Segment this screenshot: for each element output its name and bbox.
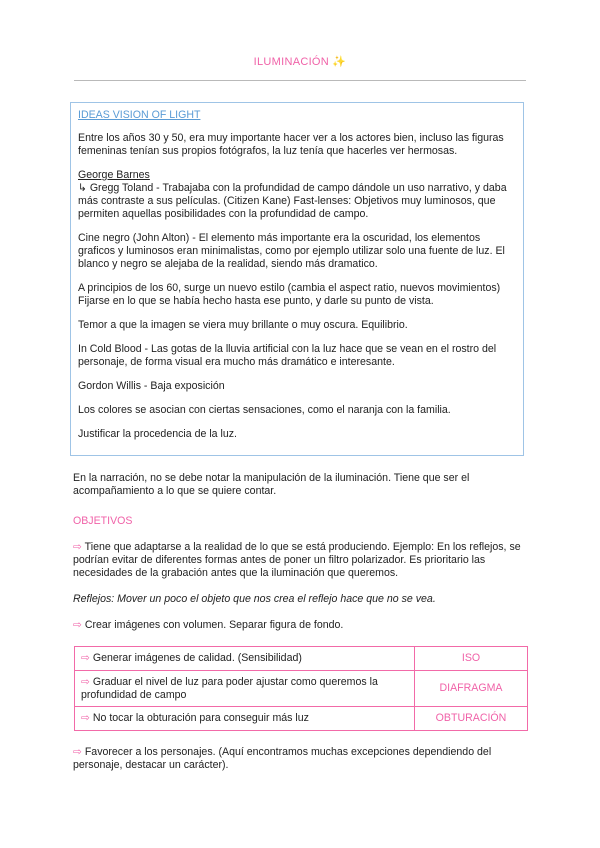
row-text: Generar imágenes de calidad. (Sensibilidad) <box>89 652 302 664</box>
table-cell-text <box>75 707 415 731</box>
box-george-block <box>78 169 516 221</box>
reflejos-note: Reflejos: Mover un poco el objeto que nos crea el reflejo hace que no se vea. <box>73 593 436 605</box>
arrow-icon: ⇨ <box>81 675 90 688</box>
camera-settings-table <box>74 646 528 731</box>
objetivo-last-text: Favorecer a los personajes. (Aquí encontramos muchas excepciones dependiendo del personaje, destacar un carácter). <box>73 746 492 771</box>
box-paragraph-temor: Temor a que la imagen se viera muy brillante o muy oscura. Equilibrio. <box>78 319 408 331</box>
box-paragraph-justificar: Justificar la procedencia de la luz. <box>78 428 237 440</box>
narracion-paragraph: En la narración, no se debe notar la manipulación de la iluminación. Tiene que ser el acompañamiento a lo que se quiere contar. <box>73 472 470 497</box>
objetivo-2 <box>73 619 531 632</box>
objetivo-last <box>73 746 531 772</box>
table-cell-text <box>75 671 415 707</box>
table-cell-tag: ISO <box>415 647 528 671</box>
box-paragraph-intro: Entre los años 30 y 50, era muy importante hacer ver a los actores bien, incluso las figuras femeninas tenían sus propios fotógrafos, la luz tenía que hacerles ver hermosas. <box>78 132 504 157</box>
box-paragraph-noir: Cine negro (John Alton) - El elemento más importante era la oscuridad, los elementos graficos y luminosos eran minimalistas, como por ejemplo utilizar solo una fuente de luz. El blanco y negro se alejaba de la realidad, siendo más dramatico. <box>78 232 505 270</box>
box-heading: IDEAS VISION OF LIGHT <box>78 109 201 121</box>
table-cell-tag: DIAFRAGMA <box>415 671 528 707</box>
objetivos-heading: OBJETIVOS <box>73 515 133 527</box>
title-divider <box>74 80 526 81</box>
table-row <box>75 647 528 671</box>
arrow-icon: ⇨ <box>81 712 90 724</box>
table-cell-text <box>75 647 415 671</box>
arrow-icon: ⇨ <box>81 652 90 664</box>
row-text: Graduar el nivel de luz para poder ajustar como queremos la profundidad de campo <box>81 675 378 701</box>
table-row <box>75 707 528 731</box>
ideas-box <box>70 102 524 456</box>
box-paragraph-colores: Los colores se asocian con ciertas sensaciones, como el naranja con la familia. <box>78 404 451 416</box>
arrow-icon: ⇨ <box>73 541 82 553</box>
arrow-icon: ⇨ <box>73 619 82 631</box>
george-barnes-title: George Barnes <box>78 169 150 181</box>
row-text: No tocar la obturación para conseguir más luz <box>89 712 309 724</box>
box-paragraph-cold-blood: In Cold Blood - Las gotas de la lluvia artificial con la luz hace que se vean en el rostro del personaje, de forma visual era mucho más dramático e interesante. <box>78 343 497 368</box>
objetivo-1 <box>73 541 531 580</box>
arrow-icon: ⇨ <box>73 746 82 758</box>
objetivo-1-text: Tiene que adaptarse a la realidad de lo que se está produciendo. Ejemplo: En los reflejos, se podrían evitar de diferentes formas antes de poner un filtro polarizador. Es prioritario las necesidades de la grabación antes que la iluminación que queremos. <box>73 541 521 579</box>
objetivo-2-text: Crear imágenes con volumen. Separar figura de fondo. <box>81 619 344 631</box>
box-paragraph-60s: A principios de los 60, surge un nuevo estilo (cambia el aspect ratio, nuevos movimientos) Fijarse en lo que se había hecho hasta ese punto, y darle su punto de vista. <box>78 282 501 307</box>
gregg-toland-text: ↳ Gregg Toland - Trabajaba con la profundidad de campo dándole un uso narrativo, y daba más contraste a sus películas. (Citizen Kane) Fast-lenses: Objetivos muy luminosos, que permiten aquellas posibilidades con la profundidad de campo. <box>78 182 507 220</box>
table-row <box>75 671 528 707</box>
table-cell-tag: OBTURACIÓN <box>415 707 528 731</box>
page-title: ILUMINACIÓN ✨ <box>253 56 347 68</box>
box-paragraph-gordon: Gordon Willis - Baja exposición <box>78 380 225 392</box>
